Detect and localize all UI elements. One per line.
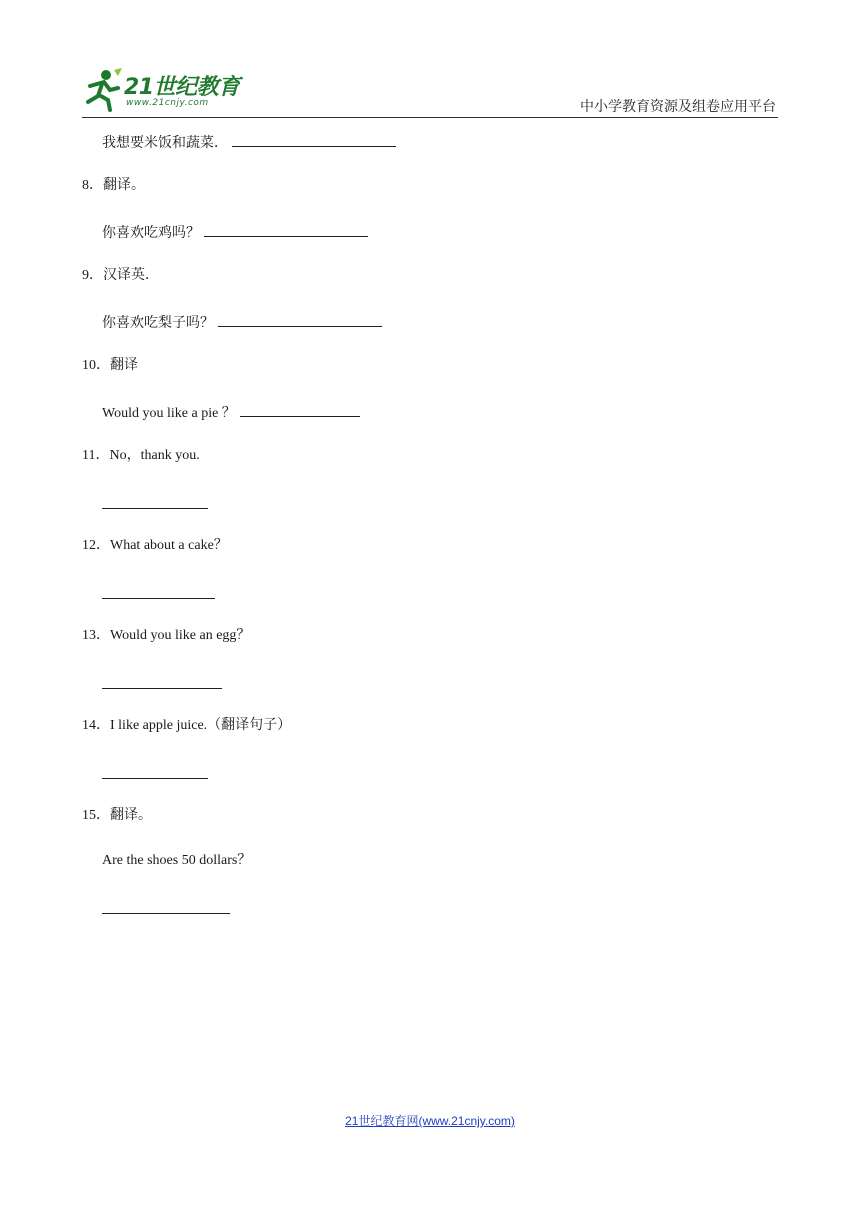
question-14 <box>82 717 291 735</box>
question-text: I like apple juice.（翻译句子） <box>110 718 292 733</box>
question-15 <box>82 807 152 825</box>
question-13 <box>82 627 250 645</box>
site-logo <box>80 66 250 116</box>
logo-url: www.21cnjy.com <box>126 98 209 108</box>
answer-blank[interactable] <box>240 402 360 417</box>
platform-name: 中小学教育资源及组卷应用平台 <box>580 99 776 115</box>
answer-blank[interactable] <box>218 312 382 327</box>
question-11 <box>82 447 200 465</box>
question-text: What about a cake？ <box>110 538 228 553</box>
answer-line <box>102 402 360 423</box>
answer-blank[interactable] <box>102 598 215 599</box>
question-text: 翻译。 <box>103 178 145 193</box>
question-number: 9． <box>82 268 103 283</box>
logo-text: 21世纪教育 <box>124 75 240 100</box>
question-number: 15． <box>82 808 110 823</box>
question-10 <box>82 357 138 375</box>
question-number: 13． <box>82 628 110 643</box>
answer-line <box>102 132 396 153</box>
answer-blank[interactable] <box>102 778 208 779</box>
question-12 <box>82 537 228 555</box>
question-number: 11． <box>82 448 110 463</box>
question-text: 翻译 <box>110 358 138 373</box>
answer-blank[interactable] <box>102 688 222 689</box>
prompt-line <box>102 852 251 870</box>
prompt-text: 你喜欢吃梨子吗？ <box>102 316 214 331</box>
question-text: 汉译英． <box>103 268 159 283</box>
page-header <box>0 0 860 120</box>
question-number: 10． <box>82 358 110 373</box>
prompt-text: 你喜欢吃鸡吗？ <box>102 226 200 241</box>
answer-blank[interactable] <box>102 508 208 509</box>
prompt-text: Are the shoes 50 dollars？ <box>102 853 252 868</box>
prompt-text: 我想要米饭和蔬菜． <box>102 136 228 151</box>
answer-blank[interactable] <box>232 132 396 147</box>
answer-line <box>102 222 368 243</box>
question-text: 翻译。 <box>110 808 152 823</box>
answer-line <box>102 312 382 333</box>
question-8 <box>82 177 145 195</box>
question-9 <box>82 267 159 285</box>
question-number: 12． <box>82 538 110 553</box>
question-number: 8． <box>82 178 103 193</box>
question-text: No，thank you. <box>109 448 200 463</box>
answer-blank[interactable] <box>102 913 230 914</box>
header-divider <box>82 117 778 118</box>
question-text: Would you like an egg？ <box>110 628 251 643</box>
answer-blank[interactable] <box>204 222 368 237</box>
question-number: 14． <box>82 718 110 733</box>
runner-icon <box>80 66 124 112</box>
footer-link[interactable]: 21世纪教育网(www.21cnjy.com) <box>345 1114 515 1128</box>
prompt-text: Would you like a pie ？ <box>102 406 236 421</box>
page-footer <box>0 1112 860 1129</box>
